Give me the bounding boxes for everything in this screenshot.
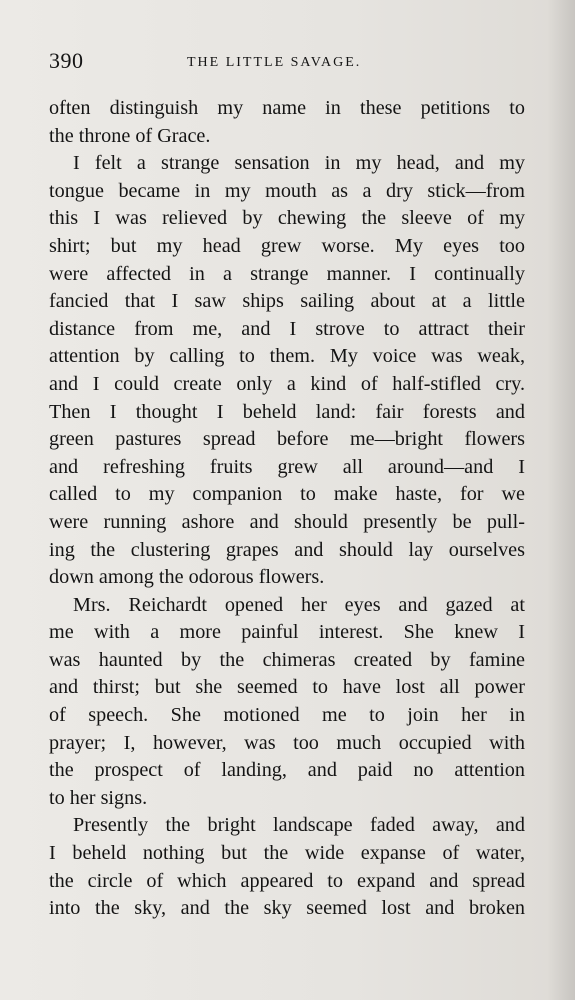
text-line: shirt; but my head grew worse. My eyes too (49, 234, 525, 257)
text-line: prayer; I, however, was too much occupied with (49, 731, 525, 754)
text-line: the circle of which appeared to expand and spread (49, 869, 525, 892)
text-line: down among the odorous flowers. (49, 566, 325, 589)
text-line: the throne of Grace. (49, 124, 211, 147)
text-line: attention by calling to them. My voice was weak, (49, 345, 525, 368)
text-line: were affected in a strange manner. I continually (49, 262, 525, 285)
text-line: distance from me, and I strove to attract their (49, 317, 525, 340)
text-line: fancied that I saw ships sailing about at a little (49, 290, 525, 313)
text-line: Then I thought I beheld land: fair forests and (49, 400, 525, 423)
text-line: ing the clustering grapes and should lay ourselves (49, 538, 525, 561)
text-line: often distinguish my name in these petitions to (49, 97, 525, 119)
text-line: I beheld nothing but the wide expanse of water, (49, 842, 525, 865)
text-line: of speech. She motioned me to join her in (49, 704, 525, 727)
page-number: 390 (49, 48, 84, 73)
text-line: and thirst; but she seemed to have lost all power (49, 676, 525, 699)
text-line: was haunted by the chimeras created by famine (49, 648, 525, 671)
text-line: tongue became in my mouth as a dry stick—from (49, 179, 525, 202)
text-line: and I could create only a kind of half-stifled cry. (49, 372, 525, 395)
text-line: and refreshing fruits grew all around—and I (49, 455, 525, 478)
text-line: green pastures spread before me—bright flowers (49, 428, 525, 451)
body-text (49, 95, 525, 923)
text-line: this I was relieved by chewing the sleeve of my (49, 207, 525, 230)
page-edge-shadow (547, 0, 575, 1000)
text-line: were running ashore and should presently be pull- (49, 510, 525, 533)
text-line: Mrs. Reichardt opened her eyes and gazed at (73, 593, 525, 616)
text-line: to her signs. (49, 786, 148, 809)
text-line: into the sky, and the sky seemed lost and broken (49, 897, 525, 920)
text-line: me with a more painful interest. She knew I (49, 621, 525, 644)
text-line: Presently the bright landscape faded away, and (73, 814, 525, 837)
text-line: the prospect of landing, and paid no attention (49, 759, 525, 782)
running-title: THE LITTLE SAVAGE. (187, 55, 362, 70)
running-head (49, 48, 525, 76)
text-line: I felt a strange sensation in my head, and my (73, 152, 525, 175)
text-line: called to my companion to make haste, for we (49, 483, 525, 506)
